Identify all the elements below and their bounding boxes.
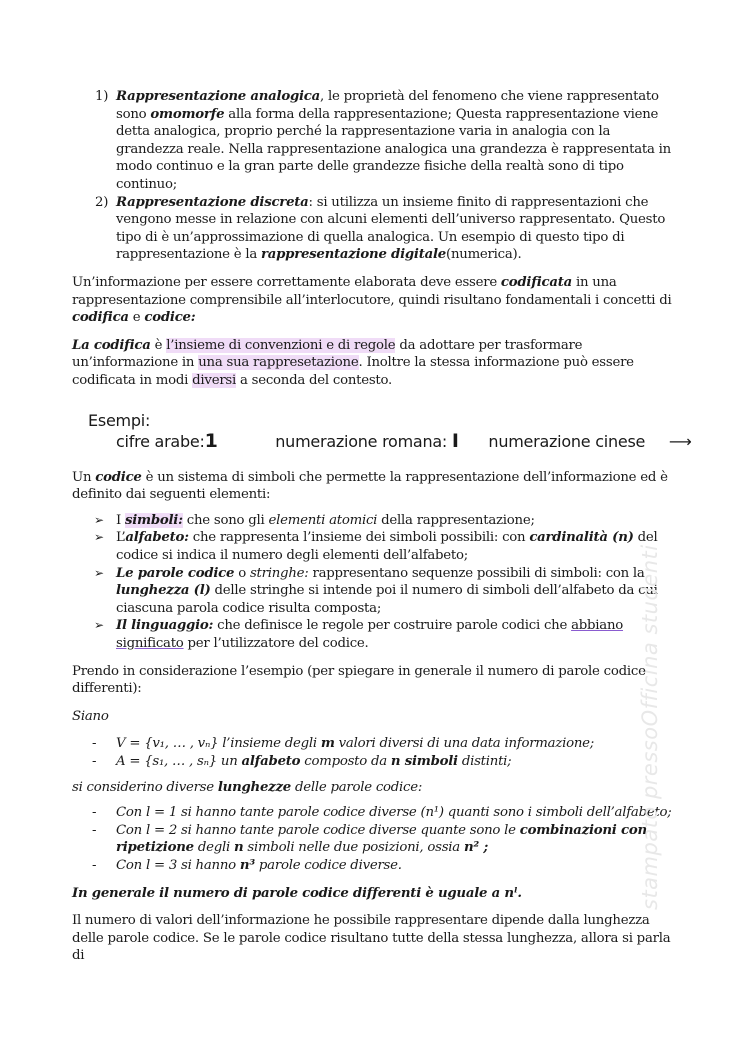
watermark: stampato pressoOfficina studenti (638, 544, 662, 910)
bullet-arrow-icon: ➢ (94, 512, 104, 527)
list-item: - A = {s₁, … , sₙ} un alfabeto composto da n simboli distinti; (92, 754, 512, 769)
list-item: ➢ Le parole codice o stringhe: rappresentano sequenze possibili di simboli: con la lunghezza (l) delle stringhe si intende poi il numero di simboli dell’alfabeto da cui ciascuna parola codice risulta composta; (94, 565, 658, 616)
arrow-icon: ⟶ (668, 432, 692, 452)
highlight: una sua rappresetazione (198, 355, 359, 371)
general-statement: In generale il numero di parole codice differenti è uguale a nˡ. (72, 885, 522, 901)
highlight: l’insieme di convenzioni e di regole (166, 337, 396, 353)
examples-block (72, 410, 692, 453)
siano-label: Siano (72, 708, 109, 724)
paragraph-information: Un’informazione per essere correttamente elaborata deve essere codificata in una rappresentazione comprensibile all’interlocutore, quindi risultano fondamentali i concetti di codifica e codice: (72, 274, 672, 326)
examples-title: Esempi: (88, 410, 151, 430)
term-omomorfe: omomorfe (150, 106, 225, 122)
code-elements-list (72, 512, 676, 653)
bullet-arrow-icon: ➢ (94, 565, 104, 580)
list-item: - Con l = 2 si hanno tante parole codice diverse quante sono le combinazioni con ripetizione degli n simboli nelle due posizioni, ossia n² ; (92, 822, 647, 856)
term-discrete: Rappresentazione discreta (116, 194, 309, 210)
list-item: - Con l = 3 si hanno n³ parole codice diverse. (92, 857, 402, 873)
bullet-arrow-icon: ➢ (94, 618, 104, 633)
paragraph-last: Il numero di valori dell’informazione he possibile rappresentare dipende dalla lunghezza delle parole codice. Se le parole codice risultano tutte della stessa lunghezza, allora si parla di (72, 913, 671, 964)
list-item: ➢ I simboli: che sono gli elementi atomici della rappresentazione; (94, 512, 535, 528)
list-item: - Con l = 1 si hanno tante parole codice diverse (n¹) quanti sono i simboli dell’alfabeto; (92, 805, 672, 821)
document-page (72, 88, 692, 965)
paragraph-codifica: La codifica è l’insieme di convenzioni e di regole da adottare per trasformare un’informazione in una sua rappresetazione. Inoltre la stessa informazione può essere codificata in modi diversi a seconda del contesto. (72, 337, 634, 388)
list-item: - V = {v₁, … , vₙ} l’insieme degli m valori diversi di una data informazione; (92, 736, 595, 752)
paragraph-example: Prendo in considerazione l’esempio (per spiegare in generale il numero di parole codice differenti): (72, 663, 646, 697)
paragraph-codice: Un codice è un sistema di simboli che permette la rappresentazione dell’informazione ed è definito dai seguenti elementi: (72, 469, 668, 503)
list-item: ➢ Il linguaggio: che definisce le regole per costruire parole codici che abbiano significato per l’utilizzatore del codice. (94, 618, 624, 652)
highlight: diversi (192, 372, 237, 388)
list-item: ➢ L’alfabeto: che rappresenta l’insieme dei simboli possibili: con cardinalità (n) del codice si indica il numero degli elementi dell’alfabeto; (94, 530, 658, 564)
examples-row: cifre arabe:1 numerazione romana: I numerazione cinese ⟶ (116, 430, 692, 453)
consider-line: si considerino diverse lunghezze delle parole codice: (72, 779, 423, 795)
term-analog: Rappresentazione analogica (116, 89, 321, 104)
term-digital: rappresentazione digitale (261, 247, 446, 263)
list-item: 2) Rappresentazione discreta: si utilizza un insieme finito di rappresentazioni che vengono messe in relazione con alcuni elementi dell’universo rappresentato. Questo tipo di è un’approssimazione di quella analogica. Un esempio di questo tipo di rappresentazione è la rappresentazione digitale(numerica). (95, 194, 666, 263)
representation-list (72, 88, 676, 264)
bullet-arrow-icon: ➢ (94, 530, 104, 545)
list-item: 1) Rappresentazione analogica, le proprietà del fenomeno che viene rappresentato sono omomorfe alla forma della rappresentazione; Questa rappresentazione viene detta analogica, proprio perché la rappresentazione varia in analogia con la grandezza reale. Nella rappresentazione analogica una grandezza è rappresentata in modo continuo e la gran parte delle grandezze fisiche della realtà sono di tipo continuo; (95, 89, 671, 192)
